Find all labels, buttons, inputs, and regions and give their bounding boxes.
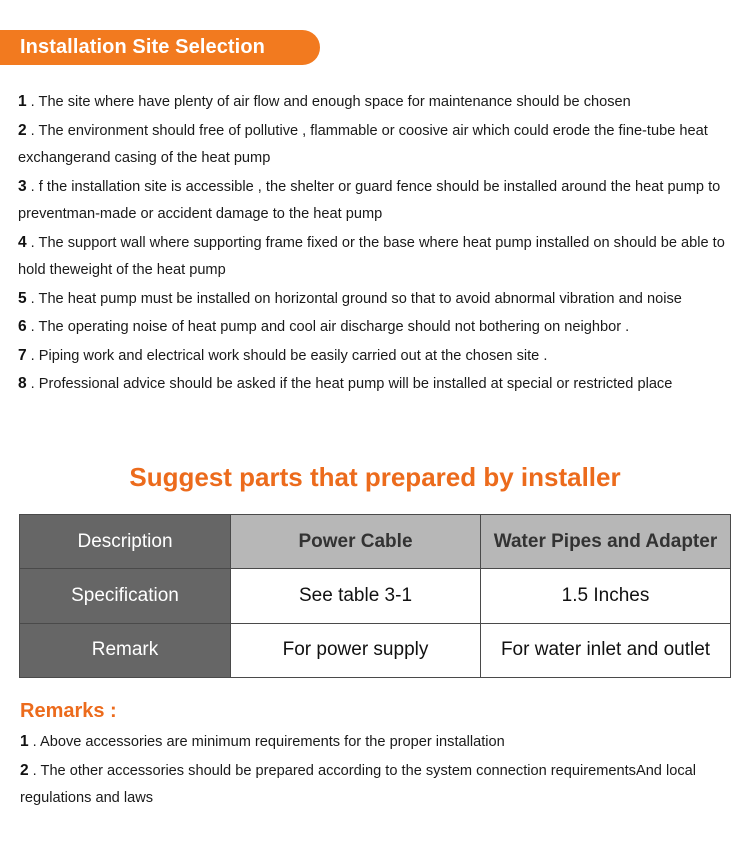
- parts-section-title: Suggest parts that prepared by installer: [129, 462, 621, 492]
- row-label-specification: Specification: [20, 569, 231, 623]
- list-item: [18, 229, 744, 285]
- item-text: . The environment should free of pollutive , flammable or coosive air which could erode the fine-tube heat exchangerand casing of the heat pump: [18, 122, 708, 166]
- list-item: [18, 342, 744, 371]
- item-text: . f the installation site is accessible , the shelter or guard fence should be installed around the heat pump to preventman-made or accident damage to the heat pump: [18, 178, 721, 222]
- row-label-remark: Remark: [20, 623, 231, 677]
- water-pipes-remark: For water inlet and outlet: [481, 623, 731, 677]
- item-number: 1: [18, 93, 27, 110]
- banner-title: Installation Site Selection: [20, 36, 265, 58]
- site-selection-list: [18, 88, 744, 399]
- list-item: [18, 313, 744, 342]
- item-text: . Above accessories are minimum requirements for the proper installation: [28, 734, 505, 750]
- list-item: [18, 173, 744, 229]
- item-number: 1: [20, 733, 29, 750]
- list-item: [18, 370, 744, 399]
- list-item: [18, 117, 744, 173]
- item-number: 6: [18, 318, 27, 335]
- item-text: . The support wall where supporting frame fixed or the base where heat pump installed on should be able to hold theweight of the heat pump: [18, 234, 725, 278]
- table-row: [20, 623, 731, 677]
- remarks-list: [20, 728, 740, 813]
- remarks-title: Remarks :: [20, 700, 117, 722]
- item-number: 3: [18, 177, 27, 195]
- item-text: . The operating noise of heat pump and cool air discharge should not bothering on neighbor .: [26, 319, 630, 335]
- item-number: 4: [18, 233, 27, 251]
- item-text: . The site where have plenty of air flow and enough space for maintenance should be chosen: [26, 94, 631, 110]
- list-item: [20, 728, 740, 757]
- item-text: . The other accessories should be prepared according to the system connection requirementsAnd local regulations and laws: [20, 762, 696, 806]
- power-cable-header: Power Cable: [231, 515, 481, 569]
- item-number: 5: [18, 289, 27, 307]
- power-cable-specification: See table 3-1: [231, 569, 481, 623]
- item-text: . Piping work and electrical work should be easily carried out at the chosen site .: [26, 347, 548, 364]
- water-pipes-specification: 1.5 Inches: [481, 569, 731, 623]
- item-number: 2: [18, 121, 27, 139]
- table-row: [20, 515, 731, 569]
- table-row: [20, 569, 731, 623]
- water-pipes-header: Water Pipes and Adapter: [481, 515, 731, 569]
- item-text: . Professional advice should be asked if the heat pump will be installed at special or restricted place: [26, 376, 673, 392]
- item-number: 8: [18, 375, 27, 392]
- row-label-description: Description: [20, 515, 231, 569]
- list-item: [18, 88, 744, 117]
- list-item: [20, 757, 740, 813]
- list-item: [18, 285, 744, 314]
- parts-table: [19, 514, 731, 678]
- power-cable-remark: For power supply: [231, 623, 481, 677]
- item-number: 2: [20, 761, 29, 779]
- item-text: . The heat pump must be installed on horizontal ground so that to avoid abnormal vibration and noise: [26, 290, 682, 307]
- item-number: 7: [18, 346, 27, 364]
